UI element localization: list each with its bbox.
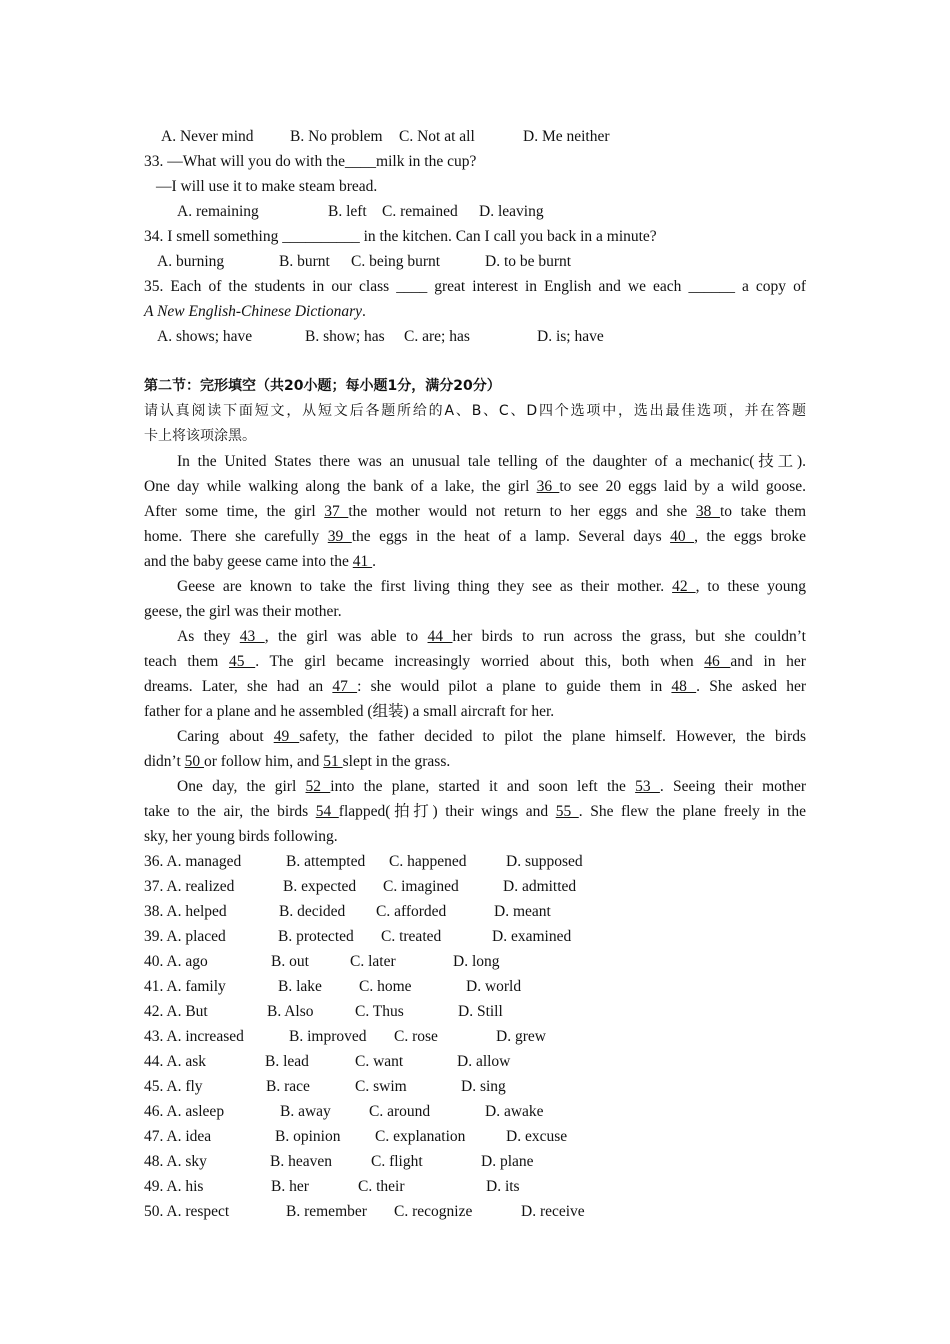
- q34-stem: 34. I smell something __________ in the kitchen. Can I call you back in a minute?: [144, 228, 657, 245]
- passage-line: [144, 649, 806, 674]
- q34-option-d: D. to be burnt: [485, 253, 572, 270]
- dictionary-title: A New English-Chinese Dictionary: [144, 303, 362, 320]
- choice-row: [144, 924, 806, 949]
- choice-option: B. her: [271, 1178, 309, 1195]
- blank-number: 48: [671, 678, 697, 695]
- choice-option: B. opinion: [275, 1128, 341, 1145]
- passage-line: [144, 499, 806, 524]
- choice-option: C. treated: [381, 928, 442, 945]
- passage-text: . Seeing their mother: [659, 778, 806, 795]
- q35-option-d: D. is; have: [537, 328, 604, 345]
- q34-option-c: C. being burnt: [351, 253, 441, 270]
- choice-option: 44. A. ask: [144, 1053, 206, 1070]
- section2-instructions-line1: 请认真阅读下面短文，从短文后各题所给的A、B、C、D四个选项中，选出最佳选项，并在答题: [144, 403, 806, 419]
- passage-text: Caring about: [177, 728, 274, 745]
- choice-row: [144, 1024, 806, 1049]
- passage-text: the eggs in the heat of a lamp. Several days: [351, 528, 671, 545]
- q32-option-d: D. Me neither: [523, 128, 610, 145]
- choice-option: 39. A. placed: [144, 928, 226, 945]
- choice-option: D. examined: [492, 928, 572, 945]
- choice-row: [144, 1199, 806, 1224]
- blank-number: 54: [315, 803, 339, 820]
- choice-row: [144, 1149, 806, 1174]
- passage-text: the mother would not return to her eggs and she: [348, 503, 696, 520]
- q32-options: [144, 124, 806, 149]
- q35-options: [144, 324, 806, 349]
- passage-text: didn’t: [144, 753, 185, 770]
- q35-option-b: B. show; has: [305, 328, 385, 345]
- blank-number: 39: [327, 528, 352, 545]
- choice-option: D. its: [486, 1178, 520, 1195]
- choice-option: C. their: [358, 1178, 405, 1195]
- choice-option: C. recognize: [394, 1203, 473, 1220]
- choice-row: [144, 849, 806, 874]
- q32-option-a: A. Never mind: [161, 128, 254, 145]
- cloze-passage: [144, 449, 806, 849]
- q34-option-b: B. burnt: [279, 253, 330, 270]
- choice-option: B. Also: [267, 1003, 314, 1020]
- blank-number: 42: [672, 578, 696, 595]
- choice-option: 45. A. fly: [144, 1078, 203, 1095]
- choice-option: C. around: [369, 1103, 431, 1120]
- choice-option: 37. A. realized: [144, 878, 235, 895]
- choice-row: [144, 974, 806, 999]
- choice-row: [144, 874, 806, 899]
- passage-line: [144, 449, 806, 474]
- passage-text: , to these young: [695, 578, 806, 595]
- choice-option: D. world: [466, 978, 522, 995]
- choice-option: B. remember: [286, 1203, 367, 1220]
- passage-line: [144, 799, 806, 824]
- passage-line: [144, 774, 806, 799]
- choice-option: D. long: [453, 953, 500, 970]
- choice-option: 43. A. increased: [144, 1028, 244, 1045]
- passage-text: to see 20 eggs laid by a wild goose.: [559, 478, 806, 495]
- choice-option: B. improved: [289, 1028, 367, 1045]
- choice-option: 36. A. managed: [144, 853, 242, 870]
- passage-text: . She flew the plane freely in the: [578, 803, 806, 820]
- choice-option: D. admitted: [503, 878, 577, 895]
- blank-number: 49: [273, 728, 300, 745]
- passage-text: into the plane, started it and soon left the: [330, 778, 636, 795]
- choice-row: [144, 899, 806, 924]
- choice-option: B. decided: [279, 903, 346, 920]
- q33-option-a: A. remaining: [177, 203, 259, 220]
- passage-text: sky, her young birds following.: [144, 828, 338, 845]
- section2-instructions-line2: 卡上将该项涂黑。: [144, 428, 256, 444]
- choice-option: C. want: [355, 1053, 404, 1070]
- passage-line: [144, 674, 806, 699]
- passage-line: [144, 624, 806, 649]
- choice-option: C. flight: [371, 1153, 423, 1170]
- q34-options: [144, 249, 806, 274]
- choice-option: C. swim: [355, 1078, 407, 1095]
- passage-text: .: [372, 553, 376, 570]
- choice-option: D. awake: [485, 1103, 544, 1120]
- choice-option: B. away: [280, 1103, 331, 1120]
- blank-number: 53: [635, 778, 660, 795]
- blank-number: 36: [536, 478, 560, 495]
- choice-option: C. later: [350, 953, 396, 970]
- choice-option: 42. A. But: [144, 1003, 208, 1020]
- blank-number: 46: [704, 653, 731, 670]
- q35-stem-line2: A New English-Chinese Dictionary.: [144, 303, 366, 320]
- choice-option: D. allow: [457, 1053, 511, 1070]
- passage-text: flapped(拍打) their wings and: [338, 803, 556, 820]
- blank-number: 45: [229, 653, 256, 670]
- choice-option: B. out: [271, 953, 309, 970]
- passage-text: and the baby geese came into the: [144, 553, 353, 570]
- choice-option: B. protected: [278, 928, 354, 945]
- q32-option-b: B. No problem: [290, 128, 383, 145]
- q35-option-c: C. are; has: [404, 328, 470, 345]
- passage-text: . She asked her: [696, 678, 806, 695]
- choice-row: [144, 1174, 806, 1199]
- passage-line: [144, 699, 806, 724]
- blank-number: 40: [670, 528, 695, 545]
- q33-option-d: D. leaving: [479, 203, 544, 220]
- passage-text: After some time, the girl: [144, 503, 325, 520]
- passage-text: As they: [177, 628, 240, 645]
- passage-text: safety, the father decided to pilot the plane himself. However, the birds: [299, 728, 806, 745]
- choice-option: 47. A. idea: [144, 1128, 212, 1145]
- choice-option: 49. A. his: [144, 1178, 204, 1195]
- passage-text: home. There she carefully: [144, 528, 328, 545]
- passage-text: Geese are known to take the first living thing they see as their mother.: [177, 578, 673, 595]
- choice-option: 40. A. ago: [144, 953, 208, 970]
- choice-option: D. sing: [461, 1078, 506, 1095]
- choice-option: D. meant: [494, 903, 551, 920]
- passage-line: [144, 599, 806, 624]
- passage-line: [144, 524, 806, 549]
- passage-text: . The girl became increasingly worried about this, both when: [255, 653, 705, 670]
- choice-option: D. grew: [496, 1028, 546, 1045]
- choice-option: C. Thus: [355, 1003, 404, 1020]
- blank-number: 37: [324, 503, 349, 520]
- blank-number: 51: [323, 753, 343, 770]
- passage-text: geese, the girl was their mother.: [144, 603, 342, 620]
- choice-option: D. receive: [521, 1203, 585, 1220]
- choice-option: B. attempted: [286, 853, 366, 870]
- choice-option: 50. A. respect: [144, 1203, 230, 1220]
- blank-number: 43: [239, 628, 265, 645]
- passage-text: In the United States there was an unusual tale telling of the daughter of a mechanic(技工).: [177, 453, 806, 470]
- passage-line: [144, 824, 806, 849]
- blank-number: 44: [427, 628, 453, 645]
- choice-option: B. lake: [278, 978, 322, 995]
- passage-text: One day, the girl: [177, 778, 306, 795]
- choice-option: C. rose: [394, 1028, 438, 1045]
- q35-option-a: A. shows; have: [157, 328, 253, 345]
- passage-text: slept in the grass.: [342, 753, 451, 770]
- choice-option: 41. A. family: [144, 978, 226, 995]
- blank-number: 52: [305, 778, 331, 795]
- blank-number: 50: [184, 753, 204, 770]
- choice-row: [144, 1124, 806, 1149]
- choice-row: [144, 1099, 806, 1124]
- passage-text: , the girl was able to: [264, 628, 428, 645]
- choice-option: 48. A. sky: [144, 1153, 207, 1170]
- passage-line: [144, 749, 806, 774]
- q35-stem-line1: 35. Each of the students in our class ____ great interest in English and we each ______ a copy of: [144, 278, 806, 295]
- q33-option-b: B. left: [328, 203, 367, 220]
- choice-option: D. supposed: [506, 853, 583, 870]
- passage-text: : she would pilot a plane to guide them in: [357, 678, 672, 695]
- passage-text: to take them: [719, 503, 806, 520]
- q33-option-c: C. remained: [382, 203, 458, 220]
- q33-reply: —I will use it to make steam bread.: [156, 178, 378, 195]
- q33-stem: 33. —What will you do with the____milk in the cup?: [144, 153, 477, 170]
- passage-text: , the eggs broke: [694, 528, 806, 545]
- passage-line: [144, 574, 806, 599]
- choice-option: C. imagined: [383, 878, 459, 895]
- passage-text: One day while walking along the bank of a lake, the girl: [144, 478, 537, 495]
- choice-option: C. explanation: [375, 1128, 466, 1145]
- choice-option: B. heaven: [270, 1153, 332, 1170]
- choice-option: 46. A. asleep: [144, 1103, 225, 1120]
- choice-row: [144, 999, 806, 1024]
- choice-option: B. expected: [283, 878, 357, 895]
- passage-text: and in her: [730, 653, 806, 670]
- passage-line: [144, 724, 806, 749]
- q34-option-a: A. burning: [157, 253, 225, 270]
- blank-number: 38: [695, 503, 720, 520]
- cloze-choices: [144, 849, 806, 1224]
- passage-text: teach them: [144, 653, 230, 670]
- choice-option: C. home: [359, 978, 412, 995]
- choice-option: C. happened: [389, 853, 467, 870]
- choice-option: C. afforded: [376, 903, 447, 920]
- blank-number: 55: [555, 803, 579, 820]
- choice-option: D. excuse: [506, 1128, 568, 1145]
- choice-option: D. Still: [458, 1003, 503, 1020]
- section2-title: 第二节：完形填空（共20小题；每小题1分，满分20分）: [144, 378, 501, 394]
- passage-text: dreams. Later, she had an: [144, 678, 333, 695]
- choice-row: [144, 1074, 806, 1099]
- choice-option: B. race: [266, 1078, 310, 1095]
- passage-text: her birds to run across the grass, but she couldn’t: [452, 628, 806, 645]
- q33-options: [144, 199, 806, 224]
- passage-text: or follow him, and: [204, 753, 324, 770]
- q32-option-c: C. Not at all: [399, 128, 475, 145]
- blank-number: 47: [332, 678, 358, 695]
- passage-text: father for a plane and he assembled (组装) a small aircraft for her.: [144, 703, 555, 720]
- passage-text: take to the air, the birds: [144, 803, 316, 820]
- exam-page: [144, 124, 806, 1224]
- choice-option: B. lead: [265, 1053, 309, 1070]
- choice-option: 38. A. helped: [144, 903, 227, 920]
- passage-line: [144, 549, 806, 574]
- passage-line: [144, 474, 806, 499]
- choice-row: [144, 1049, 806, 1074]
- blank-number: 41: [352, 553, 373, 570]
- choice-option: D. plane: [481, 1153, 534, 1170]
- choice-row: [144, 949, 806, 974]
